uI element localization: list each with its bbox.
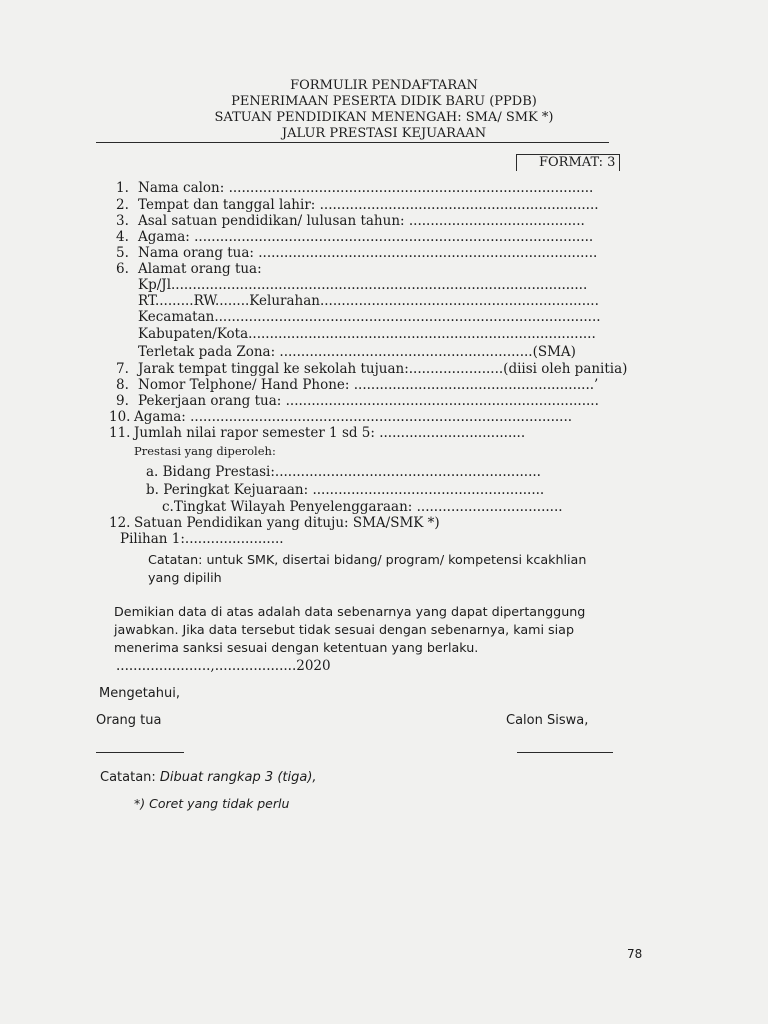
item-number-9: 9. (116, 393, 129, 409)
statement-line-2: jawabkan. Jika data tersebut tidak sesuai dengan sebenarnya, kami siap (114, 622, 575, 637)
coret-note: *) Coret yang tidak perlu (134, 796, 290, 811)
field-agama: Agama: ............................................................................................. (138, 229, 594, 245)
form-title: FORMULIR PENDAFTARAN (290, 78, 478, 93)
footer-note (100, 770, 317, 786)
form-subtitle: PENERIMAAN PESERTA DIDIK BARU (PPDB) (231, 94, 537, 109)
smk-note-line-1: Catatan: untuk SMK, disertai bidang/ program/ kompetensi kcakhlian (148, 552, 587, 567)
field-pekerjaan-orang-tua: Pekerjaan orang tua: ......................................................................... (138, 393, 599, 409)
format-label: FORMAT: 3 (516, 154, 620, 171)
orang-tua-label: Orang tua (96, 713, 162, 728)
field-kabupaten-kota: Kabupaten/Kota................................................................................. (138, 326, 596, 342)
item-number-12: 12. (109, 515, 131, 531)
item-number-7: 7. (116, 361, 129, 377)
field-tingkat-wilayah: c.Tingkat Wilayah Penyelenggaraan: .................................. (162, 499, 563, 515)
item-number-2: 2. (116, 197, 129, 213)
calon-siswa-signature-line (517, 752, 613, 753)
field-agama-2: Agama: ......................................................................................... (134, 409, 573, 425)
form-track: JALUR PRESTASI KEJUARAAN (281, 126, 487, 141)
field-zona: Terletak pada Zona: ...........................................................(SMA) (138, 344, 576, 360)
field-nama-calon: Nama calon: ..................................................................................... (138, 180, 594, 196)
statement-line-3: menerima sanksi sesuai dengan ketentuan yang berlaku. (114, 640, 479, 655)
header-rule (96, 142, 609, 143)
field-tempat-tanggal-lahir: Tempat dan tanggal lahir: ................................................................. (138, 197, 599, 213)
item-number-4: 4. (116, 229, 129, 245)
field-jarak-tempat-tinggal: Jarak tempat tinggal ke sekolah tujuan:......................(diisi oleh panitia) (138, 361, 628, 377)
orang-tua-signature-line (96, 752, 184, 753)
statement-line-1: Demikian data di atas adalah data sebenarnya yang dapat dipertanggung (114, 604, 586, 619)
item-number-6: 6. (116, 261, 129, 277)
date-line: ......................,...................2020 (116, 658, 331, 674)
mengetahui-label: Mengetahui, (99, 686, 180, 701)
prestasi-subheading: Prestasi yang diperoleh: (134, 444, 276, 458)
field-kp-jl: Kp/Jl................................................................................................. (138, 277, 588, 293)
item-number-3: 3. (116, 213, 129, 229)
page-number: 78 (627, 947, 643, 961)
item-number-10: 10. (109, 409, 131, 425)
field-rt-rw-kelurahan: RT.........RW........Kelurahan................................................................. (138, 293, 599, 309)
field-bidang-prestasi: a. Bidang Prestasi:.............................................................. (146, 464, 541, 480)
form-unit: SATUAN PENDIDIKAN MENENGAH: SMA/ SMK *) (214, 110, 554, 125)
item-number-5: 5. (116, 245, 129, 261)
item-number-1: 1. (116, 180, 129, 196)
field-pilihan-1: Pilihan 1:....................... (120, 531, 284, 547)
smk-note-line-2: yang dipilih (148, 570, 222, 585)
field-kecamatan: Kecamatan.......................................................................................... (138, 309, 601, 325)
item-number-8: 8. (116, 377, 129, 393)
footer-note-prefix: Catatan: (100, 770, 160, 785)
field-peringkat-kejuaraan: b. Peringkat Kejuaraan: ...................................................... (146, 482, 545, 498)
field-satuan-pendidikan-dituju: Satuan Pendidikan yang dituju: SMA/SMK *) (134, 515, 440, 531)
field-nomor-telepon: Nomor Telphone/ Hand Phone: ........................................................’ (138, 377, 599, 393)
field-nama-orang-tua: Nama orang tua: ............................................................................... (138, 245, 598, 261)
item-number-11: 11. (109, 425, 131, 441)
calon-siswa-label: Calon Siswa, (506, 713, 589, 728)
field-asal-satuan-pendidikan: Asal satuan pendidikan/ lulusan tahun: ......................................... (138, 213, 585, 229)
footer-note-text: Dibuat rangkap 3 (tiga), (159, 770, 317, 785)
field-jumlah-nilai-rapor: Jumlah nilai rapor semester 1 sd 5: .................................. (134, 425, 526, 441)
field-alamat-orang-tua: Alamat orang tua: (138, 261, 262, 277)
